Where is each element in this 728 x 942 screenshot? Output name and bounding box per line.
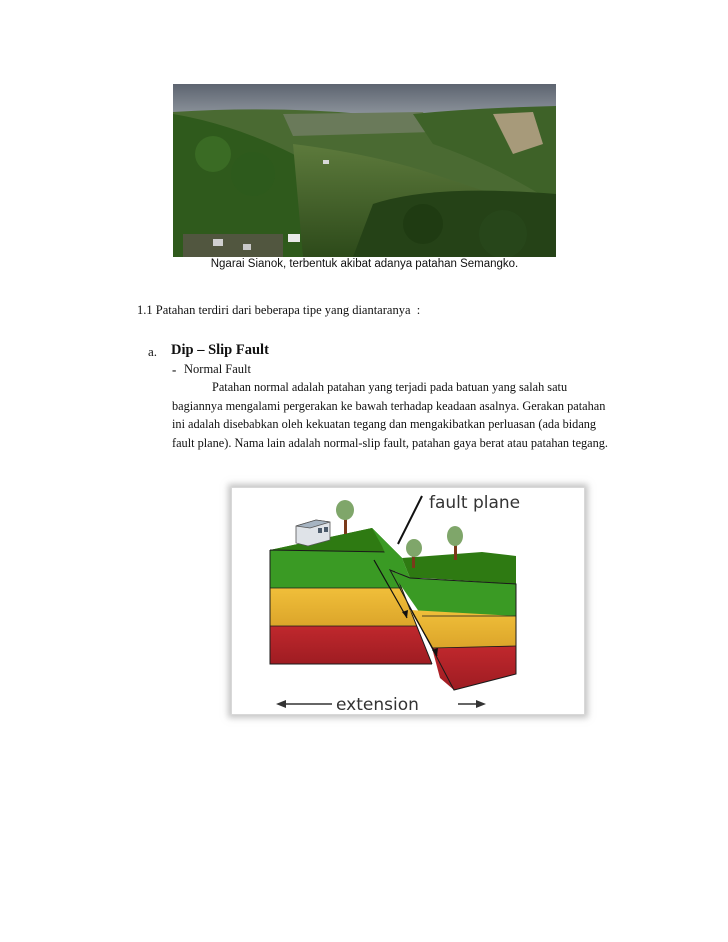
fault-plane-label: fault plane bbox=[429, 493, 521, 513]
fault-plane-pointer bbox=[398, 496, 422, 544]
hangingwall-red-layer bbox=[432, 646, 516, 690]
tree-icon bbox=[336, 500, 354, 534]
paragraph bbox=[172, 378, 650, 452]
list-marker: a. bbox=[148, 344, 158, 359]
photo-caption: Ngarai Sianok, terbentuk akibat adanya patahan Semangko. bbox=[210, 258, 519, 270]
normal-fault-diagram bbox=[232, 488, 584, 714]
sub-item-title: Normal Fault bbox=[184, 362, 252, 376]
paragraph-line: ini adalah disebabkan oleh kekuatan tegang dan mengakibatkan perluasan (ada bidang bbox=[172, 417, 597, 431]
extension-label: extension bbox=[336, 695, 419, 714]
footwall-red-layer bbox=[270, 626, 432, 664]
paragraph-line: fault plane). Nama lain adalah normal-slip fault, patahan gaya berat atau patahan tegang. bbox=[172, 435, 609, 450]
paragraph-line: Patahan normal adalah patahan yang terjadi pada batuan yang salah satu bbox=[212, 380, 568, 394]
sub-item-dash: - bbox=[172, 362, 177, 377]
paragraph-line: bagiannya mengalami pergerakan ke bawah terhadap keadaan asalnya. Gerakan patahan bbox=[172, 398, 606, 413]
footwall-yellow-layer bbox=[270, 588, 417, 626]
item-title: Dip – Slip Fault bbox=[171, 342, 269, 358]
footwall-grass-layer bbox=[270, 550, 402, 588]
fault-diagram-frame bbox=[231, 487, 585, 715]
section-intro: 1.1 Patahan terdiri dari beberapa tipe yang diantaranya : bbox=[137, 303, 421, 317]
landscape-photo bbox=[173, 84, 556, 257]
